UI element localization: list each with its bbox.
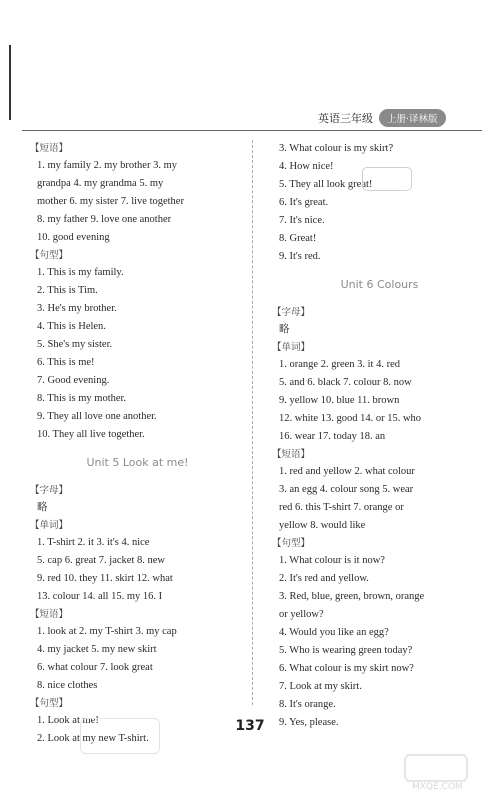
answer-line: 16. wear 17. today 18. an xyxy=(279,431,386,442)
answer-line: 1. look at 2. my T-shirt 3. my cap xyxy=(37,626,177,637)
answer-line: 略 xyxy=(37,502,48,513)
watermark-stamp-small xyxy=(362,167,412,191)
answer-line: 7. Good evening. xyxy=(37,375,110,386)
section-label: 【短语】 xyxy=(272,449,311,460)
answer-line: 1. red and yellow 2. what colour xyxy=(279,466,415,477)
section-label: 【短语】 xyxy=(30,143,69,154)
answer-line: 9. It's red. xyxy=(279,251,321,262)
answer-line: 3. an egg 4. colour song 5. wear xyxy=(279,484,414,495)
watermark-url: MXQE.COM xyxy=(412,782,463,792)
section-label: 【句型】 xyxy=(272,538,311,549)
unit-title: Unit 5 Look at me! xyxy=(86,456,189,469)
answer-line: 5. cap 6. great 7. jacket 8. new xyxy=(37,555,165,566)
answer-line: 略 xyxy=(279,324,290,335)
answer-line: 4. my jacket 5. my new skirt xyxy=(37,644,157,655)
section-label: 【短语】 xyxy=(30,609,69,620)
watermark-stamp xyxy=(80,718,160,754)
answer-line: 2. It's red and yellow. xyxy=(279,573,369,584)
answer-line: 9. red 10. they 11. skirt 12. what xyxy=(37,573,173,584)
watermark-logo xyxy=(404,754,490,794)
answer-line: 7. It's nice. xyxy=(279,215,325,226)
answer-line: 1. Look at me! xyxy=(37,715,99,726)
answer-line: 5. and 6. black 7. colour 8. now xyxy=(279,377,412,388)
section-label: 【单词】 xyxy=(272,342,311,353)
answer-line: 9. Yes, please. xyxy=(279,717,339,728)
answer-line: 10. They all live together. xyxy=(37,429,145,440)
answer-line: 6. What colour is my skirt now? xyxy=(279,663,414,674)
header-title: 英语三年级 xyxy=(318,112,373,125)
answer-line: 6. This is me! xyxy=(37,357,95,368)
section-label: 【字母】 xyxy=(30,485,69,496)
answer-line: 3. Red, blue, green, brown, orange xyxy=(279,591,425,602)
answer-line: 3. What colour is my skirt? xyxy=(279,143,394,154)
answer-line: 6. what colour 7. look great xyxy=(37,662,153,673)
section-label: 【句型】 xyxy=(30,250,69,261)
answer-line: 5. She's my sister. xyxy=(37,339,113,350)
section-label: 【句型】 xyxy=(30,698,69,709)
answer-line: 10. good evening xyxy=(37,232,110,243)
answer-line: 4. Would you like an egg? xyxy=(279,627,389,638)
column-divider xyxy=(252,140,253,705)
answer-line: 8. This is my mother. xyxy=(37,393,127,404)
answer-line: 2. This is Tim. xyxy=(37,285,98,296)
answer-line: 13. colour 14. all 15. my 16. I xyxy=(37,591,163,602)
answer-line: or yellow? xyxy=(279,609,324,620)
answer-line: 1. What colour is it now? xyxy=(279,555,385,566)
section-label: 【字母】 xyxy=(272,307,311,318)
answer-line: 4. This is Helen. xyxy=(37,321,106,332)
header-rule xyxy=(22,130,482,131)
answer-line: 1. orange 2. green 3. it 4. red xyxy=(279,359,401,370)
answer-line: 8. nice clothes xyxy=(37,680,98,691)
answer-line: 8. Great! xyxy=(279,233,317,244)
answer-line: 5. They all look great! xyxy=(279,179,373,190)
right-column xyxy=(272,140,487,732)
answer-line: red 6. this T-shirt 7. orange or xyxy=(279,502,404,513)
answer-line: 4. How nice! xyxy=(279,161,334,172)
section-label: 【单词】 xyxy=(30,520,69,531)
answer-line: 1. T-shirt 2. it 3. it's 4. nice xyxy=(37,537,150,548)
page-header xyxy=(318,108,488,128)
answer-line: 6. It's great. xyxy=(279,197,329,208)
answer-line: 9. They all love one another. xyxy=(37,411,157,422)
answer-line: 2. Look at my new T-shirt. xyxy=(37,733,149,744)
header-badge: 上册·译林版 xyxy=(379,109,446,127)
left-column xyxy=(30,140,245,748)
answer-line: 5. Who is wearing green today? xyxy=(279,645,413,656)
answer-line: yellow 8. would like xyxy=(279,520,366,531)
answer-line: 1. This is my family. xyxy=(37,267,124,278)
watermark-logo-icon xyxy=(404,754,468,782)
answer-line: 8. It's orange. xyxy=(279,699,336,710)
answer-line: 7. Look at my skirt. xyxy=(279,681,362,692)
answer-line: mother 6. my sister 7. live together xyxy=(37,196,184,207)
binding-mark xyxy=(9,45,11,120)
answer-line: 3. He's my brother. xyxy=(37,303,117,314)
answer-line: 12. white 13. good 14. or 15. who xyxy=(279,413,422,424)
page-number: 137 xyxy=(235,718,265,734)
unit-title: Unit 6 Colours xyxy=(340,278,419,291)
answer-line: 1. my family 2. my brother 3. my xyxy=(37,160,177,171)
answer-line: grandpa 4. my grandma 5. my xyxy=(37,178,164,189)
answer-line: 9. yellow 10. blue 11. brown xyxy=(279,395,400,406)
answer-line: 8. my father 9. love one another xyxy=(37,214,172,225)
